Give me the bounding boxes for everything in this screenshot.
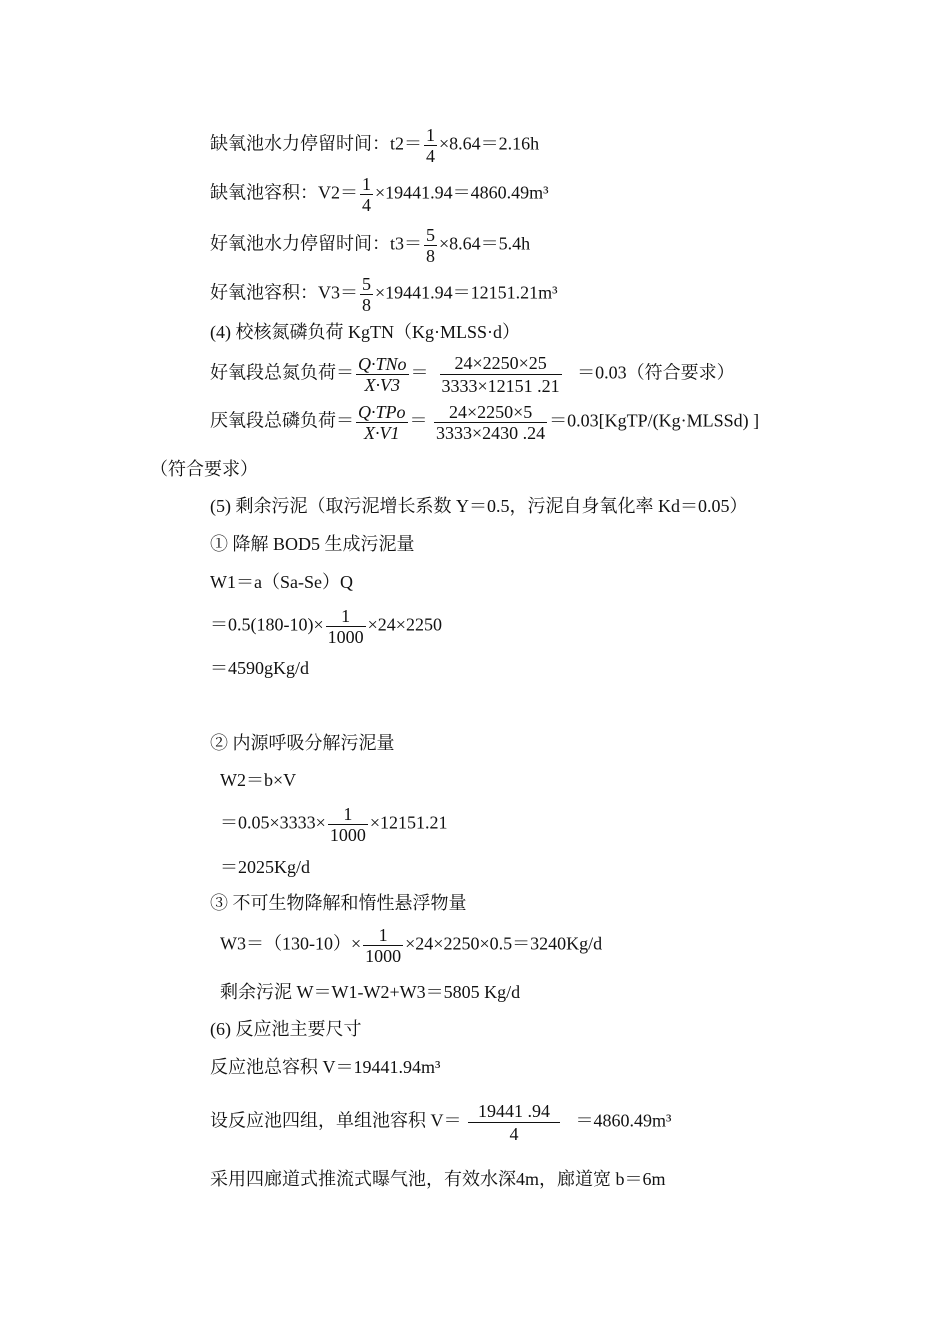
line-nitrogen-load bbox=[210, 352, 735, 397]
numerator: 5 bbox=[362, 274, 371, 294]
w1-formula: W1＝a（Sa-Se）Q bbox=[210, 572, 353, 592]
fraction bbox=[468, 1100, 560, 1145]
text: ＝ bbox=[410, 362, 429, 383]
text: ＝0.03[KgTP/(Kg·MLSSd) ] bbox=[549, 410, 760, 431]
text: ×24×2250 bbox=[367, 614, 442, 635]
fraction bbox=[424, 125, 437, 166]
denominator: 4 bbox=[426, 146, 435, 166]
fraction bbox=[356, 402, 408, 443]
text: ×19441.94＝12151.21m³ bbox=[375, 282, 558, 303]
text: ×19441.94＝4860.49m³ bbox=[375, 182, 549, 203]
numerator: 1 bbox=[328, 804, 368, 825]
fraction bbox=[360, 174, 373, 215]
text: 好氧池容积：V3＝ bbox=[210, 282, 358, 303]
line-t2 bbox=[210, 125, 539, 166]
item-2-heading: ② 内源呼吸分解污泥量 bbox=[210, 733, 395, 753]
text: 厌氧段总磷负荷＝ bbox=[210, 410, 354, 431]
numerator: 5 bbox=[426, 225, 435, 245]
text: W3＝（130-10）× bbox=[220, 933, 362, 954]
conformity-note: （符合要求） bbox=[150, 459, 258, 479]
text: ×8.64＝5.4h bbox=[439, 233, 531, 254]
text: 好氧池水力停留时间：t3＝ bbox=[210, 233, 422, 254]
text: 缺氧池容积：V2＝ bbox=[210, 182, 358, 203]
fraction bbox=[356, 354, 409, 395]
w2-substitution bbox=[220, 804, 447, 845]
fraction bbox=[363, 925, 403, 966]
numerator: Q·TPo bbox=[358, 402, 406, 422]
item-1-heading: ① 降解 BOD5 生成污泥量 bbox=[210, 534, 415, 554]
excess-sludge-result: 剩余污泥 W＝W1-W2+W3＝5805 Kg/d bbox=[220, 982, 521, 1002]
denominator: 4 bbox=[362, 195, 371, 215]
text: ×24×2250×0.5＝3240Kg/d bbox=[405, 933, 603, 954]
denominator: 3333×2430 .24 bbox=[436, 423, 546, 443]
w2-formula: W2＝b×V bbox=[220, 770, 297, 790]
denominator: 1000 bbox=[365, 946, 402, 966]
numerator: 1 bbox=[426, 125, 435, 145]
denominator: 8 bbox=[426, 246, 435, 266]
line-v2 bbox=[210, 174, 549, 215]
text: 缺氧池水力停留时间：t2＝ bbox=[210, 133, 422, 154]
section-6-heading: (6) 反应池主要尺寸 bbox=[210, 1019, 362, 1039]
numerator: Q·TNo bbox=[358, 354, 407, 374]
w2-result: ＝2025Kg/d bbox=[220, 857, 310, 877]
fraction bbox=[326, 606, 366, 647]
w1-substitution bbox=[210, 606, 442, 647]
text: ＝4860.49m³ bbox=[575, 1110, 672, 1131]
denominator: 4 bbox=[509, 1124, 519, 1144]
numerator: 1 bbox=[326, 606, 366, 627]
denominator: 3333×12151 .21 bbox=[441, 376, 560, 396]
fraction bbox=[360, 274, 373, 315]
text: 好氧段总氮负荷＝ bbox=[210, 362, 354, 383]
line-v3 bbox=[210, 274, 558, 315]
single-tank-volume bbox=[210, 1100, 671, 1145]
line-t3 bbox=[210, 225, 530, 266]
numerator: 19441 .94 bbox=[468, 1100, 560, 1123]
denominator: X·V1 bbox=[364, 423, 400, 443]
fraction bbox=[434, 402, 547, 443]
denominator: 1000 bbox=[327, 627, 364, 647]
text: ×8.64＝2.16h bbox=[439, 133, 540, 154]
denominator: X·V3 bbox=[364, 375, 400, 395]
text: ＝0.05×3333× bbox=[220, 812, 326, 833]
text: ＝0.03（符合要求） bbox=[577, 362, 735, 383]
line-phosphorus-load bbox=[210, 402, 759, 443]
denominator: 8 bbox=[362, 295, 371, 315]
fraction bbox=[440, 352, 562, 397]
text: ＝ bbox=[409, 410, 428, 431]
corridor-description: 采用四廊道式推流式曝气池，有效水深4m，廊道宽 b＝6m bbox=[210, 1169, 666, 1189]
numerator: 24×2250×5 bbox=[434, 402, 547, 423]
total-volume: 反应池总容积 V＝19441.94m³ bbox=[210, 1057, 441, 1077]
numerator: 1 bbox=[362, 174, 371, 194]
section-5-heading: (5) 剩余污泥（取污泥增长系数 Y＝0.5，污泥自身氧化率 Kd＝0.05） bbox=[210, 496, 748, 516]
fraction bbox=[328, 804, 368, 845]
numerator: 1 bbox=[363, 925, 403, 946]
item-3-heading: ③ 不可生物降解和惰性悬浮物量 bbox=[210, 893, 467, 913]
denominator: 1000 bbox=[329, 825, 366, 845]
section-4-heading: (4) 校核氮磷负荷 KgTN（Kg·MLSS·d） bbox=[210, 322, 520, 342]
text: ×12151.21 bbox=[369, 812, 448, 833]
numerator: 24×2250×25 bbox=[440, 352, 562, 375]
w3-formula bbox=[220, 925, 602, 966]
text: 设反应池四组，单组池容积 V＝ bbox=[210, 1110, 462, 1131]
fraction bbox=[424, 225, 437, 266]
w1-result: ＝4590gKg/d bbox=[210, 658, 309, 678]
text: ＝0.5(180-10)× bbox=[210, 614, 324, 635]
